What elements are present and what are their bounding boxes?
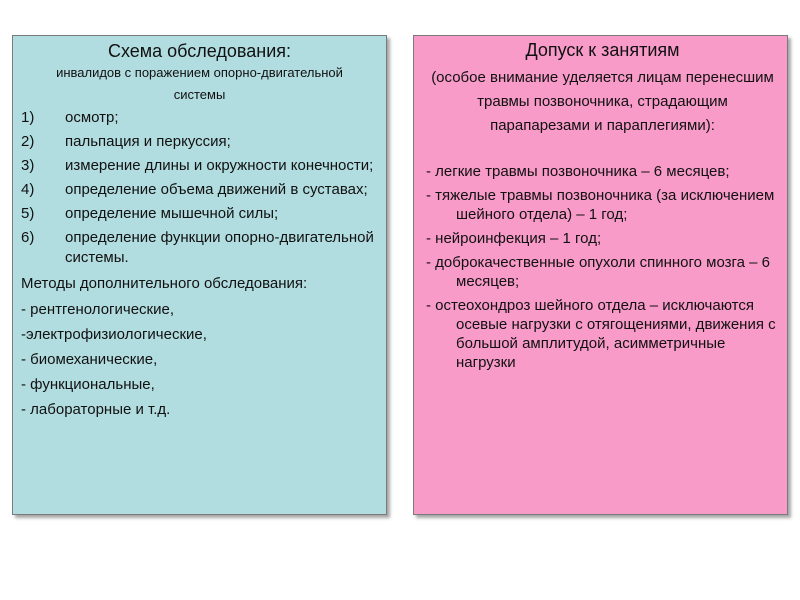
exam-scheme-subtitle-line1: инвалидов с поражением опорно-двигательной: [56, 65, 343, 80]
admission-intro: (особое внимание уделяется лицам перенесшим травмы позвоночника, страдающим парапарезами и параплегиями):: [431, 69, 774, 134]
admission-panel: [413, 35, 788, 515]
list-item-text: пальпация и перкуссия;: [65, 133, 231, 150]
list-item: - лабораторные и т.д.: [21, 401, 171, 418]
additional-methods-heading: Методы дополнительного обследования:: [21, 275, 308, 292]
list-item: - рентгенологические,: [21, 301, 175, 318]
exam-steps-list: [21, 108, 378, 268]
list-item-text: определение объема движений в суставах;: [65, 181, 368, 198]
list-item-text: определение функции опорно-двигательной системы.: [65, 229, 374, 266]
list-item-text: измерение длины и окружности конечности;: [65, 157, 374, 174]
list-item: - тяжелые травмы позвоночника (за исключением шейного отдела) – 1 год;: [426, 187, 775, 223]
list-item: [21, 132, 378, 152]
list-item: [21, 108, 378, 128]
list-item: -электрофизиологические,: [21, 326, 207, 343]
list-item-number: 5): [21, 205, 35, 222]
list-item: [21, 156, 378, 176]
admission-title: Допуск к занятиям: [525, 40, 680, 60]
list-item-number: 4): [21, 181, 35, 198]
exam-scheme-subtitle: [21, 62, 378, 106]
exam-scheme-title: Схема обследования:: [107, 41, 292, 61]
list-item: [21, 228, 378, 268]
list-item: - биомеханические,: [21, 351, 158, 368]
list-item: - функциональные,: [21, 376, 155, 393]
additional-methods-list: [21, 300, 378, 420]
list-item: - доброкачественные опухоли спинного мозга – 6 месяцев;: [426, 254, 771, 290]
list-item-text: осмотр;: [65, 109, 119, 126]
list-item: [21, 204, 378, 224]
list-item: - легкие травмы позвоночника – 6 месяцев;: [426, 163, 730, 180]
list-item: - нейроинфекция – 1 год;: [426, 230, 602, 247]
list-item-number: 1): [21, 109, 35, 126]
exam-scheme-subtitle-line2: системы: [173, 87, 226, 102]
exam-scheme-panel: [12, 35, 387, 515]
list-item-number: 2): [21, 133, 35, 150]
list-item: [21, 180, 378, 200]
list-item: - остеохондроз шейного отдела – исключаются осевые нагрузки с отягощениями, движения с большой амплитудой, асимметричные нагрузки: [426, 297, 776, 371]
list-item-number: 6): [21, 229, 35, 246]
list-item-text: определение мышечной силы;: [65, 205, 279, 222]
list-item-number: 3): [21, 157, 35, 174]
admission-conditions-list: [426, 162, 779, 372]
